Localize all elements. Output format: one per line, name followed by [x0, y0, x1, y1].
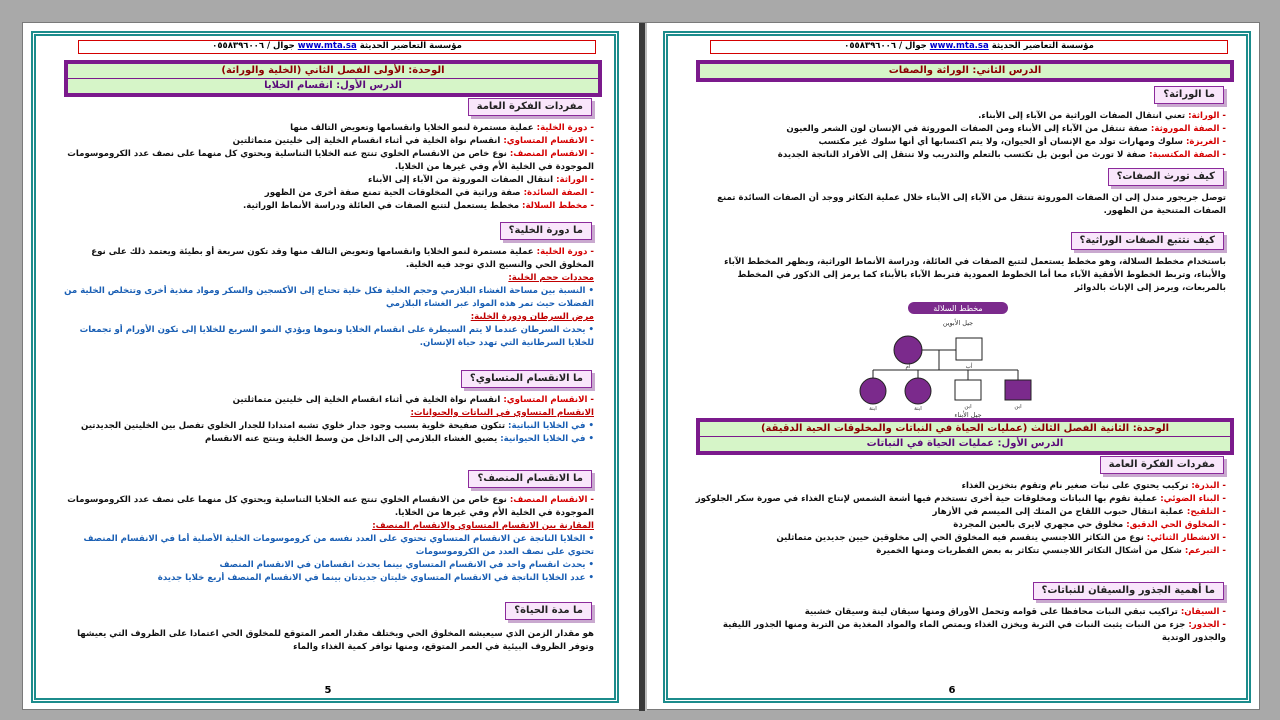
definition-line: - المخلوق الحي الدقيق: مخلوق حي مجهري لايرى بالعين المجردة: [692, 519, 1226, 532]
paragraph: هو مقدار الزمن الذي سيعيشه المخلوق الحي ويختلف مقدار العمر المتوقع للمخلوق الحي اعتمادا على الظروف التي يعيشها وتوفر الظروف البيئية في العمر المتوقع، ومنها توافر كمية الغذاء والماء: [77, 629, 594, 652]
section-heading: مفردات الفكرة العامة: [1100, 456, 1224, 474]
section-heading: كيف تورث الصفات؟: [1108, 168, 1224, 186]
sub-heading: المقارنة بين الانقسام المتساوي والانقسام المنصف:: [372, 521, 594, 531]
section-heading: ما الانقسام المتساوي؟: [461, 370, 592, 388]
section-body: [60, 394, 594, 446]
definition-line: - مخطط السلالة: مخطط يستعمل لتتبع الصفات في العائلة ودراسة الأنماط الوراثية.: [60, 200, 594, 213]
unit-banner: [64, 60, 602, 97]
child-label: ابن: [1014, 404, 1022, 410]
publisher-name: مؤسسة التعاضير الحديثة: [991, 41, 1094, 51]
paragraph: توصل جريجور مندل إلى ان الصفات الموروثة تنتقل من الآباء إلى الأبناء خلال عملية التكاثر ووجد أن الصفات السائدة تمنع الصفات المتنحية من الظهور.: [717, 193, 1226, 216]
son-symbol: [955, 380, 981, 400]
publisher-header: [710, 40, 1228, 54]
child-label: ابنة: [869, 406, 877, 412]
generation-label: جيل الأبناء: [954, 411, 982, 418]
definition-line: - الوراثة: تعني انتقال الصفات الوراثية من الآباء إلى الأبناء.: [692, 110, 1226, 123]
father-symbol: [956, 338, 982, 360]
lesson-banner: [696, 60, 1234, 82]
definition-line: - الصفة المكتسبة: صفة لا تورث من أبوين بل تكتسب بالتعلم والتدريب ولا تنتقل إلى الأفراد الناتجة الجديدة: [692, 149, 1226, 162]
section-heading: كيف نتتبع الصفات الوراثية؟: [1071, 232, 1224, 250]
definition-line: - الانقسام المتساوي: انقسام نواة الخلية في أثناء انقسام الخلية إلى خليتين متماثلتين: [60, 135, 594, 148]
section-body: [692, 480, 1226, 558]
definition-line: - البذرة: تركيب يحتوي على نبات صغير نام وتقوم بتخزين الغذاء: [692, 480, 1226, 493]
daughter-symbol: [860, 378, 886, 404]
sub-heading: الانقسام المتساوي في النباتات والحيوانات:: [410, 408, 594, 418]
mother-label: أم: [905, 364, 911, 370]
paragraph: باستخدام مخطط السلالة، وهو مخطط يستعمل لتتبع الصفات في العائلة، ودراسة الأنماط الوراثية، ويظهر المخطط الآباء والأبناء، وتربط الخطوط الأفقية الآباء معا أما الخطوط العمودية فتربط الآباء بالأبناء كما يرمز إلى الذكور في المخطط بالمربعات، ويرمز إلى الإناث بالدوائر: [724, 257, 1226, 293]
page-number: 5: [324, 685, 332, 696]
mother-symbol: [894, 336, 922, 364]
publisher-phone: جوال / ٠٥٥٨٣٩٦٠٠٦: [844, 41, 927, 51]
definition-line: - دورة الخلية: عملية مستمرة لنمو الخلايا وانقسامها وتعويض التالف منها وقد تكون سريعة أو بطيئة ويعتمد ذلك على نوع المخلوق الحي والنسيج الذي توجد فيه الخلية.: [60, 246, 594, 272]
section-body: [692, 606, 1226, 645]
pedigree-chart: [828, 298, 1073, 418]
pedigree-title: مخطط السلالة: [933, 304, 983, 313]
definition-line: - الانقسام المنصف: نوع خاص من الانقسام الخلوي تنتج عنه الخلايا التناسلية ويحتوي كل منهما على نصف عدد الكروموسومات الموجودة في الخلية الأم وفي غيرها من الخلايا.: [60, 494, 594, 520]
page-right: [663, 31, 1251, 703]
section-heading: ما الانقسام المنصف؟: [468, 470, 592, 488]
section-body: [60, 246, 594, 350]
bullet-line: • يحدث انقسام واحد في الانقسام المتساوي بينما يحدث انقسامان في الانقسام المنصف: [60, 559, 594, 572]
section-body: [692, 110, 1226, 162]
section-heading: مفردات الفكرة العامة: [468, 98, 592, 116]
document-spread: [22, 22, 1260, 710]
publisher-phone: جوال / ٠٥٥٨٣٩٦٠٠٦: [212, 41, 295, 51]
bullet-line: • الخلايا الناتجة عن الانقسام المتساوي تحتوي على العدد نفسه من كروموسومات الخلية الأصلية أما في الانقسام المنصف تحتوي على نصف العدد من الكروموسومات: [60, 533, 594, 559]
sub-heading: مرض السرطان ودورة الخلية:: [470, 312, 594, 322]
generation-label: جيل الأبوين: [942, 319, 974, 327]
definition-line: - الجذور: جزء من النبات يثبت النبات في التربة ويخزن الغذاء ويمتص الماء والمواد المغذية من التربة ومنها الجذور الليفية والجذور الوتدية: [692, 619, 1226, 645]
child-label: ابن: [964, 404, 972, 410]
son-symbol: [1005, 380, 1031, 400]
father-label: أب: [965, 364, 973, 370]
section-heading: ما مدة الحياة؟: [505, 602, 592, 620]
bullet-line: • عدد الخلايا الناتجة في الانقسام المتساوي خليتان جديدتان بينما في الانقسام المنصف أربع خلايا جديدة: [60, 572, 594, 585]
section-body: [692, 256, 1226, 295]
definition-line: - الانشطار الثنائي: نوع من التكاثر اللاجنسي ينقسم فيه المخلوق الحي إلى مخلوقين حيين جديدين متماثلين: [692, 532, 1226, 545]
definition-line: - التبرعم: شكل من أشكال التكاثر اللاجنسي تتكاثر به بعض الفطريات ومنها الخميرة: [692, 545, 1226, 558]
definition-line: - الصفة السائدة: صفة وراثية في المخلوقات الحية تمنع صفة أخرى من الظهور: [60, 187, 594, 200]
unit-title: الوحدة: الثانية الفصل الثالث (عمليات الحياة في النباتات والمخلوقات الحية الدقيقة): [760, 423, 1170, 434]
daughter-symbol: [905, 378, 931, 404]
unit-title: الوحدة: الأولى الفصل الثاني (الخلية والوراثة): [221, 65, 445, 76]
lesson-title: الدرس الأول: عمليات الحياة في النباتات: [700, 436, 1230, 451]
unit-banner: [696, 418, 1234, 455]
page-left: [31, 31, 619, 703]
section-body: [692, 192, 1226, 218]
definition-line: - الوراثة: انتقال الصفات الموروثة من الآباء إلى الأبناء: [60, 174, 594, 187]
publisher-url[interactable]: www.mta.sa: [929, 41, 989, 51]
bullet-line: • النسبة بين مساحة الغشاء البلازمي وحجم الخلية فكل خلية تحتاج إلى الأكسجين والسكر ومواد مغذية أخرى وتتخلص الخلية من الفضلات حيث تمر هذه المواد عبر الغشاء البلازمي: [60, 285, 594, 311]
lesson-title: الدرس الأول: انقسام الخلايا: [68, 78, 598, 93]
page-number: 6: [948, 685, 956, 696]
child-label: ابنة: [914, 406, 922, 412]
bullet-line: • في الخلايا الحيوانية: يضيق الغشاء البلازمي إلى الداخل من وسط الخلية وينتج عنه الانقسام: [60, 433, 594, 446]
definition-line: - التلقيح: عملية انتقال حبوب اللقاح من المتك إلى الميسم في الأزهار: [692, 506, 1226, 519]
definition-line: - الانقسام المتساوي: انقسام نواة الخلية في أثناء انقسام الخلية إلى خليتين متماثلتين: [60, 394, 594, 407]
section-body: [60, 494, 594, 585]
publisher-url[interactable]: www.mta.sa: [297, 41, 357, 51]
publisher-name: مؤسسة التعاضير الحديثة: [359, 41, 462, 51]
definition-line: - السيقان: تراكيب تبقي النبات محافظا على قوامه وتحمل الأوراق ومنها سيقان لينة وسيقان خشبية: [692, 606, 1226, 619]
section-heading: ما دورة الخلية؟: [500, 222, 592, 240]
page-gutter-shadow: [645, 23, 647, 711]
definition-line: - الصفة الموروثة: صفة تنتقل من الآباء إلى الأبناء ومن الصفات الموروثة في الإنسان لون الشعر والعيون: [692, 123, 1226, 136]
bullet-line: • يحدث السرطان عندما لا يتم السيطرة على انقسام الخلايا ونموها ويؤدي النمو السريع للخلايا إلى تكون الأورام أو تجمعات للخلايا السرطانية التي تهدد حياة الإنسان.: [60, 324, 594, 350]
lesson-title: الدرس الثاني: الوراثة والصفات: [888, 65, 1042, 76]
bullet-line: • في الخلايا النباتية: تتكون صفيحة خلوية بسبب وجود جدار خلوي تشبه امتدادا للجدار الخلوي تفصل بين الخليتين الجديدتين: [60, 420, 594, 433]
definition-line: - الغريزة: سلوك ومهارات تولد مع الإنسان أو الحيوان، ولا يتم اكتسابها أي أنها سلوك غير مكتسب: [692, 136, 1226, 149]
definition-line: - الانقسام المنصف: نوع خاص من الانقسام الخلوي تنتج عنه الخلايا التناسلية ويحتوي كل منهما على نصف عدد الكروموسومات الموجودة في الخلية الأم وفي غيرها من الخلايا.: [60, 148, 594, 174]
section-body: [60, 122, 594, 213]
section-heading: ما الوراثة؟: [1154, 86, 1224, 104]
section-body: [60, 628, 594, 654]
sub-heading: محددات حجم الخلية:: [508, 273, 594, 283]
section-heading: ما أهمية الجذور والسيقان للنباتات؟: [1033, 582, 1224, 600]
definition-line: - البناء الضوئي: عملية تقوم بها النباتات ومخلوقات حية أخرى تستخدم فيها أشعة الشمس لإنتاج الغذاء في صورة سكر الجلوكوز: [692, 493, 1226, 506]
publisher-header: [78, 40, 596, 54]
definition-line: - دورة الخلية: عملية مستمرة لنمو الخلايا وانقسامها وتعويض التالف منها: [60, 122, 594, 135]
